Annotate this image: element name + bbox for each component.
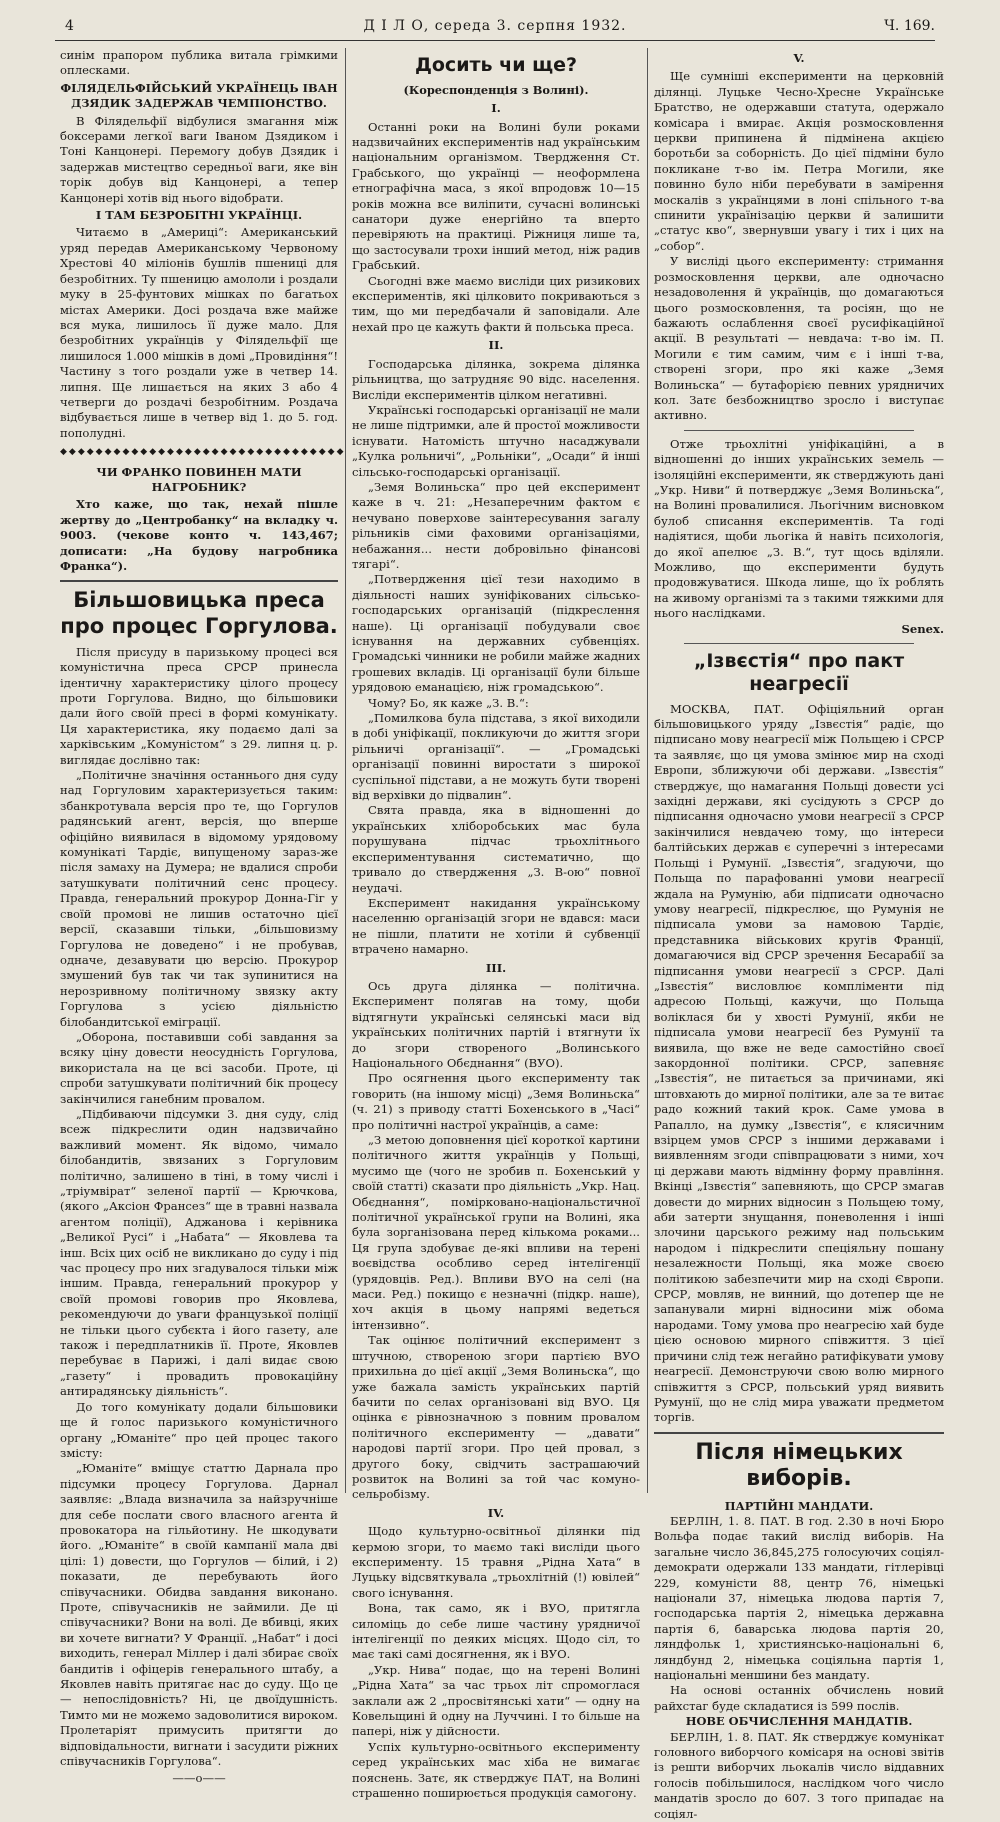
article-text: „Політичне значіння останнього дня суду над Горгуловим характеризується таким: збанкротувала версія про те, що Горгулов радянський агент, версія, що вперше офіційно виявилася в відомому урядовому комунікаті Тардіє, випущеному зараз-же після замаху на Думера; не вдалися спроби затушкувати політичний сенс процесу. Правда, генеральний прокурор Донна-Гіг у своїй промові не лишив остаточно цієї версії, сказавши тільки, „більшовизму Горгулова не доведено“ і не пробував, одначе, дезавувати цю версію. Прокурор змушений був так чи так зупинитися на нерозривному політичному звязку акту Горгулова з усією діяльністю білобандитської еміграції. xyxy=(60,768,338,1029)
donation-appeal: Хто каже, що так, нехай пішле жертву до „Центробанку“ на вкладку ч. 9003. (чекове конто ч. 143,467; дописати: „На будову нагробника Франка“). xyxy=(60,497,338,573)
article-text: Про осягнення цього експерименту так говорить (на іншому місці) „Земя Волиньска“ (ч. 21) з приводу статті Бохенського в „Часі“ про політичні настрої українців, а саме: xyxy=(352,1071,640,1132)
column-right xyxy=(654,48,944,1821)
article-text: „Потвердження цієї тези находимо в діяльності наших зуніфікованих сільсько-господарських організацій (підкреслення наше). Ці організації побудували своє існування на державних субвенціях. Громадські чинники не робили майже жадних грошевих вкладів. Ці організації були більше урядовою еманацією, ніж громадською“. xyxy=(352,572,640,695)
divider xyxy=(684,643,914,644)
section-number: I. xyxy=(491,101,501,116)
column-middle xyxy=(352,48,640,1801)
article-text: БЕРЛІН, 1. 8. ПАТ. В год. 2.30 в ночі Бюро Вольфа подає такий вислід виборів. На загальне число 36,845,275 голосуючих соціял-демократи одержали 133 мандати, гітлерівці 229, комуністи 88, центр 76, німецькі націонали 37, німецька людова партія 7, господарська партія 2, німецька державна партія 6, баварська людова партія 20, ляндфольк 1, християнсько-національні 6, ляндбунд 2, німецька соціяльна партія 1, національні меншини без мандату. xyxy=(654,1513,944,1682)
article-text: „Юманіте“ вміщує статтю Дарнала про підсумки процесу Горгулова. Дарнал заявляє: „Влада визначила за найзручніше для себе послати свого власного агента й провокатора на гільйотину. Не шкодувати його. „Юманіте“ в своїй кампанії мала дві цілі: 1) довести, що Горгулов — білий, і 2) показати, де перебувають його співучасники. Обидва завдання виконано. Проте, співучасників не займили. Де ці співучасники? Вони на волі. Де вбивці, яких ви хочете вигнати? У Франції. „Набат“ і досі виходить, генерал Міллер і далі збирає своїх бандитів і офіцерів генерального штабу, а Яковлев навіть притягає нас до суду. Що це — непослідовність? Ні, це двоїдушність. Тимто ми не можемо задоволитися вироком. Пролетаріят примусить притягти до відповідальности, вигнати і засудити ріжних співучасників Горгулова“. xyxy=(60,1461,338,1769)
article-text: Сьогодні вже маємо висліди цих ризикових експериментів, які цілковито покриваються з тим, що ми передбачали й заповідали. Але нехай про це кажуть факти й польська преса. xyxy=(352,273,640,334)
divider xyxy=(654,1432,944,1434)
article-text: Свята правда, яка в відношенні до українських хліборобських мас була порушувана підчас трьохлітнього експериментування систематично, що тривало до ствердження „З. В-ою“ повної неудачі. xyxy=(352,803,640,895)
article-text: До того комунікату додали більшовики ще й голос паризького комуністичного органу „Юманіте“ про цей процес такого змісту: xyxy=(60,1399,338,1460)
article-text: На основі останніх обчислень новий райхстаг буде складатися із 599 послів. xyxy=(654,1683,944,1713)
article-text: „Підбиваючи підсумки 3. дня суду, слід всеж підкреслити один надзвичайно важливий момент. Як відомо, чимало білобандитів, звязаних з Горгуловим політично, залишено в тіні, в тому числі і „тріумвірат“ зеленої партії — Крючкова, (якого „Аксіон Франсез“ ще в травні назвала агентом поліції), Аджанова і керівника „Великої Русі“ і „Набата“ — Яковлева та інш. Всіх цих осіб не викликано до суду і під час процесу про них згадувалося тільки між іншим. Правда, генеральний прокурор у своїй промові говорив про Яковлева, рекомендуючи до уваги французької поліції не тільки цього субєкта і його газету, але також і передплатників її. Проте, Яковлев перебуває в Парижі, і далі видає свою „газету“ і провадить провокаційну антирадянську діяльність“. xyxy=(60,1106,338,1399)
article-text: „Оборона, поставивши собі завдання за всяку ціну довести неосудність Горгулова, використала на це всі засоби. Проте, ці спроби затушкувати політичний бік процесу закінчилися ганебним провалом. xyxy=(60,1029,338,1106)
article-text: „Укр. Нива“ подає, що на терені Волині „Рідна Хата“ за час трьох літ спромоглася заклали аж 2 „просвітянські хати“ — одну на Ковельщині й одну на Луччині. І то більше на папері, ніж у дійсности. xyxy=(352,1662,640,1739)
article-text: Ось друга ділянка — політична. Експеримент полягав на тому, щоби відтягнути українські селянські маси від українських політичних партій і втягнути їх до згори створеного „Волинського Національного Обєднання“ (ВУО). xyxy=(352,978,640,1070)
section-number: II. xyxy=(488,338,504,353)
article-text: Отже трьохлітні уніфікаційні, а в відношенні до інших українських земель — ізоляційні експерименти, як стверджують дані „Укр. Ниви“ й потверджує „Земя Волиньска“, на Волині провалилися. Льогічним висновком булоб списання експериментів. Та годі надіятися, щоби льогіка й навіть психологія, до якої апелює „З. В.“, тут щось вділяли. Можливо, що експерименти будуть продовжуватися. Шкода лише, що їх роблять на живому організмі та з такими тяжкими для нього наслідками. xyxy=(654,436,944,621)
divider xyxy=(684,430,914,431)
end-mark: ——о—— xyxy=(172,1771,226,1786)
article-title: Більшовицька преса про процес Горгулова. xyxy=(60,588,338,638)
article-text: Експеримент накидання українському населенню організацій згори не вдався: маси не пішли, платити не хотіли й субвенції втрачено намарно. xyxy=(352,895,640,957)
page-header xyxy=(55,18,935,41)
author-signature: Senex. xyxy=(901,621,944,636)
article-text: „З метою доповнення цієї короткої картини політичного життя українців у Польщі, мусимо ще (чого не зробив п. Бохенський у своїй статті) сказати про діяльність „Укр. Нац. Обєднання“, помірковано-національстичної політичної української групи на Волині, яка була зорганізована перед кількома роками... Ця група здобуває де-які впливи на терені воєвідства особливо серед інтелігенції (урядовців. Ред.). Впливи ВУО на селі (на маси. Ред.) покищо є незначні (підкр. наше), хоч акція в цьому напрямі ведеться інтензивно“. xyxy=(352,1133,640,1332)
page-number: 4 xyxy=(65,18,74,34)
article-title: Після німецьких виборів. xyxy=(695,1439,903,1492)
article-title: „Ізвєстія“ про пакт неагресії xyxy=(693,650,905,695)
article-text: Після присуду в паризькому процесі вся комуністична преса СРСР принесла ідентичну характеристику цілого процесу проти Горгулова. Видно, що більшовики дали його своїй пресі в формі комунікату. Ця характеристика, яку подаємо далі за харківським „Комуністом“ з 29. липня ц. р. виглядає дослівно так: xyxy=(60,644,338,767)
news-heading: ЧИ ФРАНКО ПОВИНЕН МАТИ НАГРОБНИК? xyxy=(96,464,302,494)
article-text: Так оцінює політичний експеримент з штучною, створеною згори партією ВУО прихильна до цієї акції „Земя Волиньска“, що уже бажала замість українських партій бачити по селах організовані від ВУО. Ця оцінка є рівнозначною з повним провалом політичного експерименту — „давати“ народові партії згори. Про цей провал, з другого боку, свідчить застрашаючий розвиток на Волині за той час комуно-сельробізму. xyxy=(352,1333,640,1502)
article-text: Останні роки на Волині були роками надзвичайних експериментів над українським національним організмом. Твердження Ст. Грабського, що українці — неоформлена етнографічна маса, з якої впродовж 10—15 років можна все виліпити, сучасні волинські санатори дуже енергійно та впертo перевіряють на практиці. Ріжниця лише та, що застосували трохи інший метод, ніж радив Грабський. xyxy=(352,119,640,273)
article-subtitle: (Кореспонденція з Волині). xyxy=(403,82,589,97)
article-text: Господарська ділянка, зокрема ділянка рільництва, що затрудняє 90 відс. населення. Висліди експериментів цілком негативні. xyxy=(352,356,640,402)
section-number: V. xyxy=(793,51,805,65)
article-text: синім прапором публика витала грімкими оплесками. xyxy=(60,48,338,78)
article-text: Успіх культурно-освітнього експерименту серед українських мас хіба не вимагає пояснень. Затє, як стверджує ПАТ, на Волині страшенно поширюється продукція самогону. xyxy=(352,1739,640,1801)
article-text: Вона, так само, як і ВУО, притягла силоміць до себе лише частину урядничої інтелігенції по деяких місцях. Щодо сіл, то має такі самі досягнення, як і ВУО. xyxy=(352,1601,640,1662)
article-text: У вислiдi цього експерименту: стримання розмосковлення церкви, але одночасно незадоволення й українців, що домагаються цього розмосковлення, та росіян, що не бажають ослаблення своєї русифікаційної акції. В результаті — невдача: т-во ім. П. Могили є тим самим, чим є і інші т-ва, створені згори, про які каже „Земя Волиньска“ — бутафорією певних урядничих кол. Затє безбожництво зросло і виступає активно. xyxy=(654,254,944,423)
column-left xyxy=(60,48,346,1786)
article-text: Чому? Бо, як каже „З. В.“: xyxy=(368,695,529,710)
article-text: Ще сумніші експерименти на церковній ділянці. Луцьке Чесно-Хресне Українське Братство, не одержавши статута, одержало комісара і вмирає. Акція розмосковлення церкви припинена й підмінена акцією боротьби за соборність. До цієї підміни було покликане т-во ім. Петра Могили, яке повинно було ніби перебувати в замірення москалів з українцями в лоні спільного т-ва спинити українізацію церкви й залишити „статус кво“, звернувши увагу і тих і цих на „собор“. xyxy=(654,69,944,253)
article-text: БЕРЛІН, 1. 8. ПАТ. Як стверджує комунікат головного виборчого комісаря на основі звітів із решти виборчих льокалів число віддавних голосів побільшилося, наслідком чого число мандатів зросло до 607. З того припадає на соціял- xyxy=(654,1729,944,1821)
article-subtitle: ПАРТІЙНІ МАНДАТИ. xyxy=(724,1498,874,1513)
news-heading: ФІЛЯДЕЛЬФІЙСЬКИЙ УКРАЇНЕЦЬ ІВАН ДЗЯДИК ЗАДЕРЖАВ ЧЕМПІОНСТВО. xyxy=(60,80,338,111)
column-rule xyxy=(647,48,648,1493)
issue-number: Ч. 169. xyxy=(884,18,935,34)
divider xyxy=(60,580,338,582)
article-text: „Помилкова була підстава, з якої виходили в добі уніфікації, покликуючи до життя згори рільничі організації“. — „Громадські організації повинні виростати з широкої суспільної підстави, а не можуть бути творені від верхівки до підвалин“. xyxy=(352,711,640,803)
separator: ◆◆◆◆◆◆◆◆◆◆◆◆◆◆◆◆◆◆◆◆◆◆◆◆◆◆◆◆◆◆◆◆ xyxy=(60,447,346,458)
article-text: Українські господарські організації не мали не лише підтримки, але й простої можливости існувати. Натомість штучно насаджували „Кулка рольничі“, „Рольніки“, „Осади“ й інші сільсько-господарські організації. xyxy=(352,402,640,479)
article-subtitle: НОВЕ ОБЧИСЛЕННЯ МАНДАТІВ. xyxy=(685,1714,913,1729)
column-rule xyxy=(345,48,346,1493)
masthead-date: Д І Л О, середа 3. серпня 1932. xyxy=(363,18,627,34)
article-text: Щодо культурно-освітньої ділянки під кермою згори, то маємо такі висліди цього експерименту. 15 травня „Рідна Хата“ в Луцьку відсвяткувала „трьохлітній (!) ювілей“ свого існування. xyxy=(352,1524,640,1600)
news-heading: І ТАМ БЕЗРОБІТНІ УКРАЇНЦІ. xyxy=(95,208,303,223)
article-text: МОСКВА, ПАТ. Офіціяльний орган більшовицького уряду „Ізвєстія“ радіє, що підписано мову неагресії між Польщею і СРСР та заявляє, що ця умова змінює мир на сході Европи, зближуючи обі держави. „Ізвєстія“ стверджує, що намагання Польщі довести усі західні держави, які сусідують з СРСР до підписання одночасно умови неагресії з СРСР закінчилися невдачею тому, що інтереси балтійських держав є суперечні з інтересами Польщі і Румунії. „Ізвєстія“, згадуючи, що Польща по парафованні умови неагресії ждала на Румунію, аби підписати одночасно умову неагресії, підкреслює, що Румунія не підписала умови за намовою Тардіє, представника військових кругів Франції, домагаючися від СРСР зречення Бесарабії за підписання умови неагресії з СРСР. Далі „Ізвєстія“ висловлює компліменти під адресою Польщі, кажучи, що Польща воліклася би у хвості Румунії, якби не підписала умови неагресії без Румунії та виявила, що вже не веде самостійно своєї закордонної політики. СРСР, запевняє „Ізвєстія“, не питається за причинами, які штовхають до мирної політики, але за те витає радо кожний такий крок. Саме умова в Рапалло, на думку „Ізвєстія“, є клясичним взірцем умов СРСР з іншими державами і виявленням згоди співпрацювати з ними, хоч ці держави мають відмінну форму правління. Вкінці „Ізвєстія“ запевняють, що СРСР змагав довести до мирних відносин з Польщею тому, аби затерти знущання, поневолення і інші злочини царського режиму над польським народом і підкреслити спеціяльну пошану незалежности Польщі, яка може своєю політикою забезпечити мир на сході Європи. СРСР, мовляв, не винний, що дотепер ще не запанували мирні відносини між обома народами. Тому умова про неагресію хай буде цією основою мирного співжиття. З цієї причини слід теж негайно ратифікувати умову неагресії. Демонструючи свою волю мирного співжиття з СРСР, польський уряд виявить Румунії, що не слід мира уважати предметом торгів. xyxy=(654,701,944,1425)
article-text: „Земя Волиньска“ про цей експеримент каже в ч. 21: „Незаперечним фактом є нечувано поверхове заінтересування загалу рільників сіми фаховими організаціями, небажання... нести добровільно фінансові тягарі“. xyxy=(352,479,640,571)
article-text: Читаємо в „Америці“: Американський уряд передав Американському Червоному Хрестові 40 міліонів бушлів пшениці для безробітних. Ту пшеницю амололи і роздали муку в 25-фунтових мішках по багатьох містах Америки. Досі роздача вже майже вся мука, лишилось її дуже мало. Для безробітних українців у Філядельфії ще лишилося 1.000 мішків в домі „Провидіння“! Частину з того роздали уже в четвер 14. липня. Ще лишається на яких 3 або 4 четверги до роздачі безробітним. Роздача відбувається лише в четвер від 1. до 5. год. пополудні. xyxy=(60,225,338,440)
section-number: III. xyxy=(485,960,507,975)
article-title: Досить чи ще? xyxy=(414,54,578,76)
section-number: IV. xyxy=(487,1505,505,1520)
article-text: В Філядельфії відбулися змагання між боксерами легкої ваги Іваном Дзядиком і Тоні Канцонері. Перемогу добув Дзядик і задержав мистецтво середньої ваги, яке він торік добув від Канцонері, а тепер Канцонері хотів від нього відобрати. xyxy=(60,113,338,205)
